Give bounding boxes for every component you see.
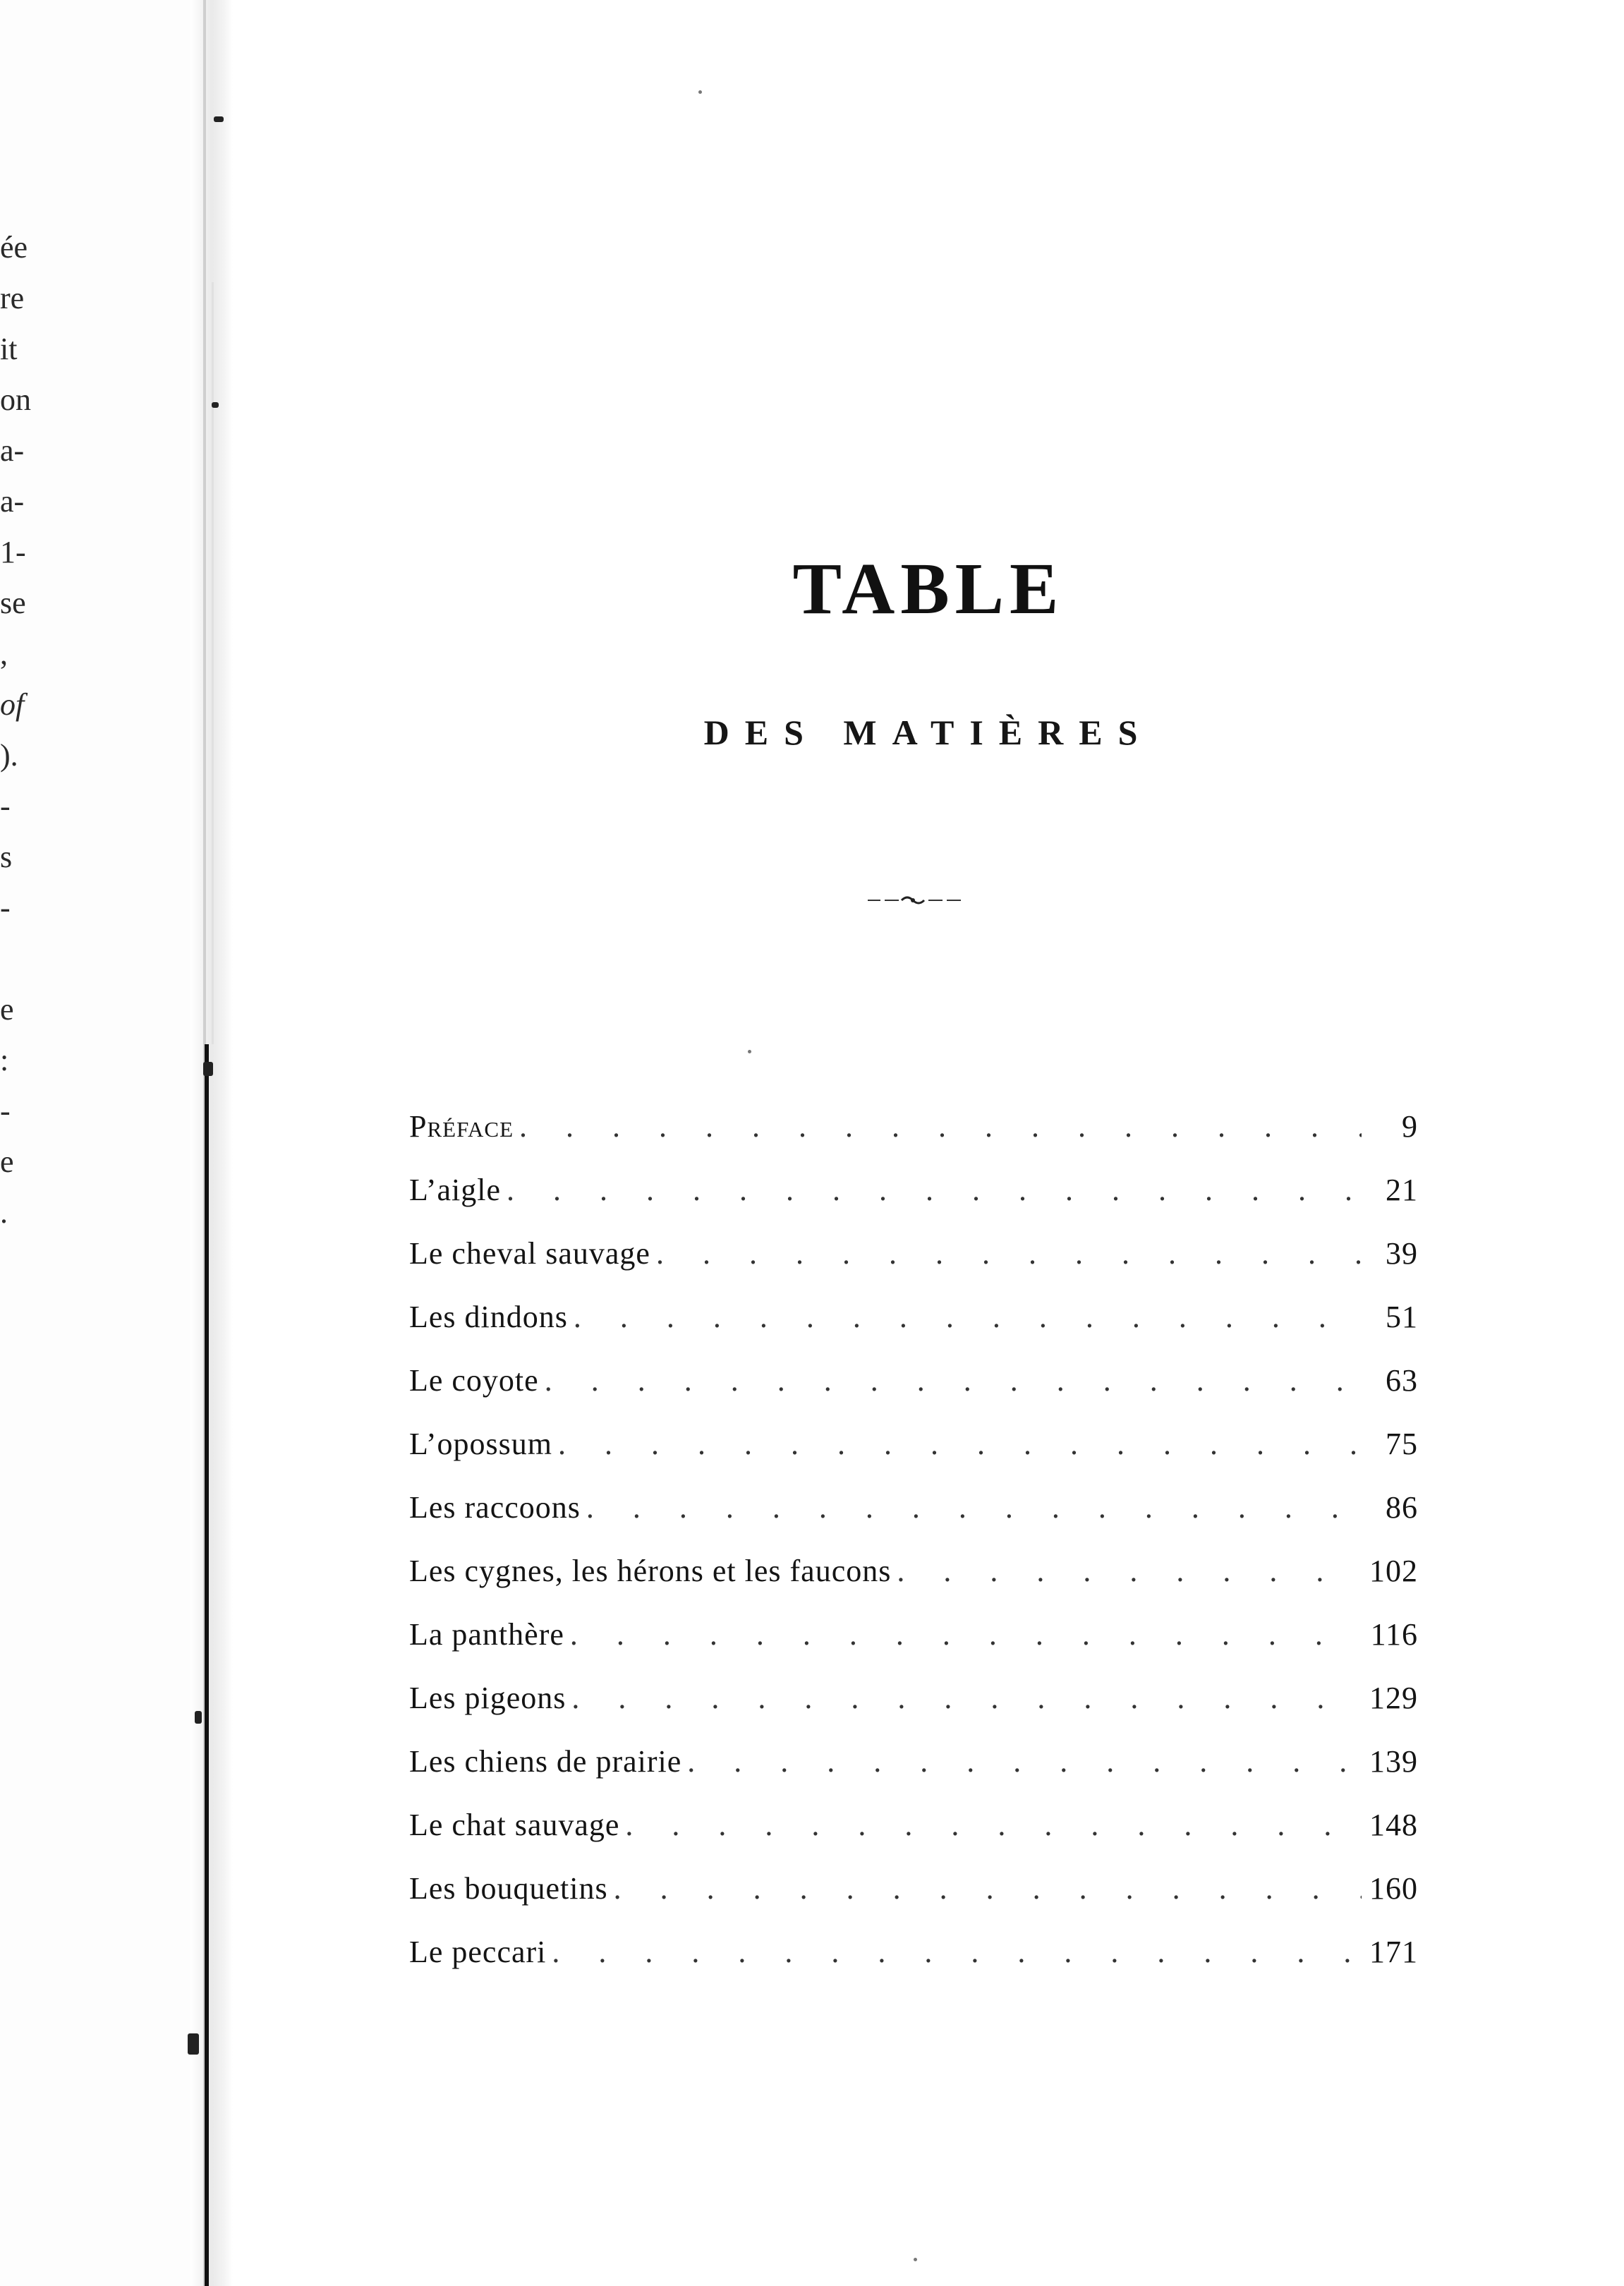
left-fragment-line: of [0,687,25,722]
toc-entry-title: Le peccari [409,1935,547,1969]
toc-entry [409,1921,1418,1984]
toc-entry-title: Les cygnes, les hérons et les faucons [409,1554,892,1588]
left-fragment-line: . [0,1195,8,1230]
toc-entry [409,1095,1418,1159]
paper-speck [698,90,702,94]
toc-entry-title: Le cheval sauvage [409,1236,650,1271]
left-fragment-line: a- [0,484,25,519]
toc-entry-title: Les raccoons [409,1490,581,1525]
left-fragment-line: ée [0,230,28,265]
toc-entry-title: Les bouquetins [409,1871,608,1906]
left-fragment-line: e [0,1144,14,1179]
toc-entry-title: Les pigeons [409,1681,566,1715]
toc-entry-page: 86 [1386,1490,1418,1525]
left-page-text-fragments [0,222,42,1238]
toc-dot-leader [625,1794,1362,1857]
toc-entry [409,1222,1418,1286]
toc-dot-leader [507,1159,1362,1222]
toc-entry-page: 148 [1369,1808,1418,1842]
toc-entry-title: Les dindons [409,1300,568,1334]
paper-speck [914,2258,917,2261]
left-fragment-line: ). [0,738,18,773]
left-fragment-line: se [0,586,26,620]
toc-entry [409,1159,1418,1222]
toc-entry-title: Le chat sauvage [409,1808,620,1842]
toc-entry [409,1794,1418,1857]
left-fragment-line: , [0,636,8,671]
toc-entry-page: 171 [1369,1935,1418,1969]
binding-mark [195,1711,202,1724]
toc-entry [409,1857,1418,1921]
left-fragment-line: a- [0,433,25,468]
toc-dot-leader [545,1349,1362,1413]
toc-entry [409,1413,1418,1476]
toc-entry-page: 129 [1369,1681,1418,1715]
toc-dot-leader [574,1286,1362,1349]
toc-entry-page: 21 [1386,1173,1418,1207]
page-edge-light [212,282,214,1044]
left-fragment-line: on [0,382,31,417]
toc-entry-title: Le coyote [409,1363,539,1398]
toc-dot-leader [552,1921,1362,1984]
toc-entry-title: Les chiens de prairie [409,1744,682,1779]
left-fragment-line: it [0,332,18,366]
toc-list [409,1095,1418,1984]
toc-dot-leader [656,1222,1362,1286]
paper-speck [748,1050,751,1053]
page-subtitle: DES MATIÈRES [703,713,1153,752]
toc-entry-page: 160 [1369,1871,1418,1906]
toc-entry-title: Préface [409,1109,514,1144]
toc-entry-page: 116 [1370,1617,1418,1652]
left-fragment-line: re [0,281,25,315]
fleuron-ornament-icon [865,893,964,907]
left-fragment-line: s [0,840,13,874]
binding-mark [212,402,219,408]
left-fragment-line: : [0,1043,9,1077]
left-fragment-line: - [0,890,11,925]
toc-entry-title: L’aigle [409,1173,501,1207]
page-title: TABLE [792,548,1065,629]
toc-dot-leader [570,1603,1362,1667]
toc-dot-leader [558,1413,1362,1476]
toc-entry [409,1349,1418,1413]
left-fragment-line: e [0,992,14,1027]
left-fragment-line [0,933,42,984]
toc-dot-leader [687,1730,1362,1794]
toc-entry [409,1730,1418,1794]
binding-mark [188,2033,199,2055]
left-fragment-line: - [0,789,11,823]
binding-mark [203,1062,213,1076]
page-edge-dark [205,1044,209,2286]
toc-dot-leader [897,1540,1362,1603]
toc-dot-leader [586,1476,1362,1540]
binding-mark [214,116,224,122]
toc-entry-page: 102 [1369,1554,1418,1588]
toc-entry-page: 139 [1369,1744,1418,1779]
toc-entry-title: La panthère [409,1617,564,1652]
toc-entry-page: 75 [1386,1427,1418,1461]
left-facing-page [0,0,190,2286]
left-fragment-line: - [0,1094,11,1128]
toc-entry [409,1286,1418,1349]
toc-entry-page: 51 [1386,1300,1418,1334]
toc-dot-leader [519,1095,1362,1159]
toc-entry-page: 9 [1402,1109,1418,1144]
toc-dot-leader [614,1857,1362,1921]
toc-entry [409,1667,1418,1730]
left-fragment-line: 1- [0,535,26,569]
toc-entry [409,1540,1418,1603]
toc-entry [409,1603,1418,1667]
toc-dot-leader [571,1667,1362,1730]
toc-entry [409,1476,1418,1540]
table-of-contents-page [233,0,1624,2286]
toc-entry-page: 63 [1386,1363,1418,1398]
toc-entry-page: 39 [1386,1236,1418,1271]
toc-entry-title: L’opossum [409,1427,552,1461]
